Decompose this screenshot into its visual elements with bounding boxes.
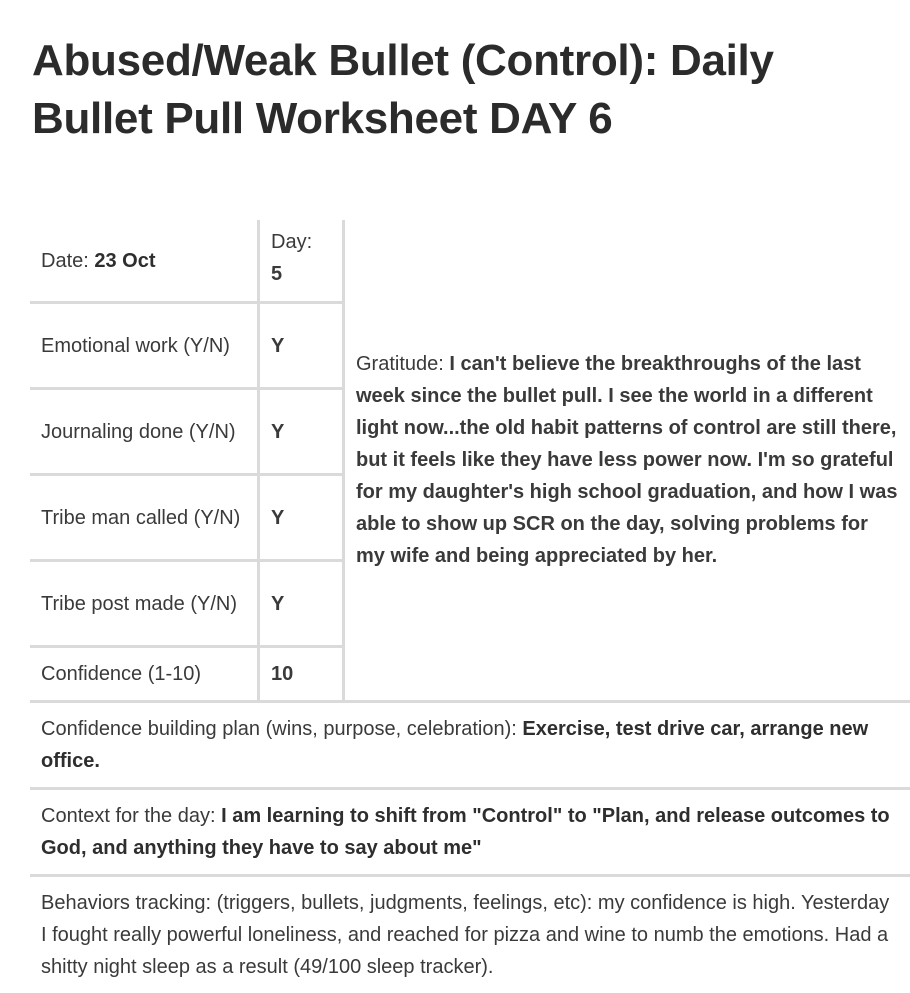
behaviors-row — [30, 876, 910, 993]
behaviors-label: Behaviors tracking: (triggers, bullets, judgments, feelings, etc): — [41, 892, 592, 914]
check-label: Tribe post made (Y/N) — [30, 561, 259, 647]
check-value: Y — [259, 475, 344, 561]
context-row — [30, 789, 910, 876]
day-label: Day: — [271, 226, 331, 258]
check-value: Y — [259, 389, 344, 475]
check-value: Y — [259, 561, 344, 647]
context-cell — [30, 789, 910, 876]
confidence-plan-text: Exercise, test drive car, arrange new office. — [41, 718, 868, 772]
check-label: Journaling done (Y/N) — [30, 389, 259, 475]
date-value: 23 Oct — [94, 250, 155, 272]
confidence-plan-label: Confidence building plan (wins, purpose, celebration): — [41, 718, 517, 740]
gratitude-text: I can't believe the breakthroughs of the last week since the bullet pull. I see the world in a different light now...the old habit patterns of control are still there, but it feels like they have less power now. I'm so grateful for my daughter's high school graduation, and how I was able to show up SCR on the day, solving problems for my wife and being appreciated by her. — [356, 353, 897, 567]
confidence-value: 10 — [259, 647, 344, 702]
check-label: Emotional work (Y/N) — [30, 303, 259, 389]
day-value: 5 — [271, 258, 331, 290]
context-text: I am learning to shift from "Control" to "Plan, and release outcomes to God, and anything they have to say about me" — [41, 805, 890, 859]
gratitude-cell — [344, 220, 910, 702]
confidence-plan-cell — [30, 702, 910, 789]
date-cell — [30, 220, 259, 303]
check-value: Y — [259, 303, 344, 389]
context-label: Context for the day: — [41, 805, 216, 827]
confidence-label: Confidence (1-10) — [30, 647, 259, 702]
date-label: Date: — [41, 250, 89, 272]
day-cell — [259, 220, 344, 303]
worksheet-table — [30, 220, 910, 993]
confidence-plan-row — [30, 702, 910, 789]
behaviors-cell — [30, 876, 910, 993]
check-label: Tribe man called (Y/N) — [30, 475, 259, 561]
date-row — [30, 220, 910, 303]
gratitude-label: Gratitude: — [356, 353, 444, 375]
behaviors-text: my confidence is high. Yesterday I fought really powerful loneliness, and reached for pizza and wine to numb the emotions. Had a shitty night sleep as a result (49/100 sleep tracker). — [41, 892, 889, 978]
page-title: Abused/Weak Bullet (Control): Daily Bullet Pull Worksheet DAY 6 — [32, 32, 892, 148]
